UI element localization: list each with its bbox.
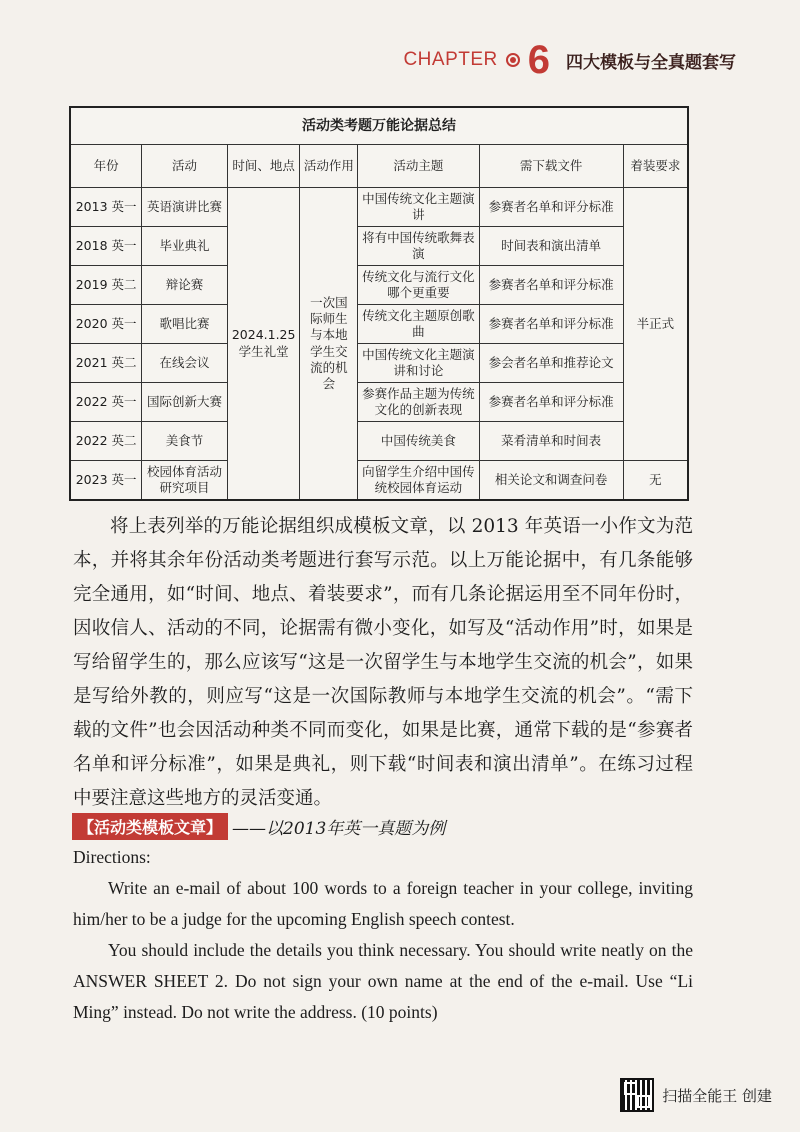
cell-dress-last: 无 (623, 461, 688, 501)
cell-theme: 中国传统文化主题演讲和讨论 (358, 344, 479, 383)
cell-dress: 半正式 (623, 188, 688, 461)
cell-year: 2019 英二 (70, 266, 142, 305)
table-row (70, 266, 688, 305)
chapter-header (403, 40, 736, 80)
directions-instructions: You should include the details you think necessary. You should write neatly on the ANSWER SHEET 2. Do not sign your own name at the end of the e-mail. Use “Li Ming” instead. Do not write the address. (10 points) (73, 940, 693, 1022)
cell-theme: 中国传统文化主题演讲 (358, 188, 479, 227)
cell-file: 参赛者名单和评分标准 (479, 188, 623, 227)
column-header: 活动 (142, 145, 228, 188)
cell-file: 参赛者名单和评分标准 (479, 383, 623, 422)
cell-theme: 将有中国传统歌舞表演 (358, 227, 479, 266)
cell-activity: 歌唱比赛 (142, 305, 228, 344)
cell-theme: 传统文化与流行文化哪个更重要 (358, 266, 479, 305)
column-header: 活动作用 (300, 145, 358, 188)
cell-file: 参赛者名单和评分标准 (479, 305, 623, 344)
cell-year: 2020 英一 (70, 305, 142, 344)
cell-year: 2021 英二 (70, 344, 142, 383)
column-header: 需下载文件 (479, 145, 623, 188)
scanner-label: 扫描全能王 创建 (662, 1086, 772, 1105)
cell-time-place: 2024.1.25 学生礼堂 (227, 188, 300, 501)
template-label (72, 813, 445, 840)
chapter-word: CHAPTER (403, 49, 498, 70)
template-subtitle: ——以2013年英一真题为例 (232, 819, 446, 839)
column-header: 时间、地点 (227, 145, 300, 188)
cell-file: 菜肴清单和时间表 (479, 422, 623, 461)
cell-year: 2022 英一 (70, 383, 142, 422)
scanner-watermark (620, 1078, 772, 1112)
cell-theme: 中国传统美食 (358, 422, 479, 461)
cell-year: 2023 英一 (70, 461, 142, 501)
cell-activity: 毕业典礼 (142, 227, 228, 266)
table-row (70, 422, 688, 461)
cell-file: 参赛者名单和评分标准 (479, 266, 623, 305)
cell-activity: 辩论赛 (142, 266, 228, 305)
column-header: 着装要求 (623, 145, 688, 188)
column-header: 活动主题 (358, 145, 479, 188)
cell-activity: 校园体育活动研究项目 (142, 461, 228, 501)
table-title: 活动类考题万能论据总结 (70, 107, 688, 145)
template-tag: 【活动类模板文章】 (72, 813, 228, 840)
qr-code-icon (620, 1078, 654, 1112)
directions-label: Directions: (73, 847, 151, 867)
summary-table (69, 106, 689, 501)
cell-activity: 英语演讲比赛 (142, 188, 228, 227)
table-row (70, 227, 688, 266)
cell-activity: 美食节 (142, 422, 228, 461)
column-header: 年份 (70, 145, 142, 188)
cell-theme: 传统文化主题原创歌曲 (358, 305, 479, 344)
cell-activity: 在线会议 (142, 344, 228, 383)
table-row (70, 344, 688, 383)
table-row (70, 383, 688, 422)
cell-year: 2013 英一 (70, 188, 142, 227)
cell-theme: 参赛作品主题为传统文化的创新表现 (358, 383, 479, 422)
chapter-number: 6 (527, 38, 550, 82)
cell-year: 2018 英一 (70, 227, 142, 266)
cell-role: 一次国际师生与本地学生交流的机会 (300, 188, 358, 501)
body-paragraph: 将上表列举的万能论据组织成模板文章，以 2013 年英语一小作文为范本，并将其余年份活动类考题进行套写示范。以上万能论据中，有几条能够完全通用，如“时间、地点、着装要求”，而有几条论据运用至不同年份时，因收信人、活动的不同，论据需有微小变化，如写及“活动作用”时，如果是写给留学生的，那么应该写“这是一次留学生与本地学生交流的机会”，如果是写给外教的，则应写“这是一次国际教师与本地学生交流的机会”。“需下载的文件”也会因活动种类不同而变化，如果是比赛，通常下载的是“参赛者名单和评分标准”，如果是典礼，则下载“时间表和演出清单”。在练习过程中要注意这些地方的灵活变通。 (73, 516, 693, 809)
cell-file: 参会者名单和推荐论文 (479, 344, 623, 383)
cell-year: 2022 英二 (70, 422, 142, 461)
chapter-dot-icon (506, 53, 520, 67)
directions-task: Write an e-mail of about 100 words to a foreign teacher in your college, inviting him/her to be a judge for the upcoming English speech contest. (73, 878, 693, 929)
chapter-title: 四大模板与全真题套写 (566, 52, 736, 72)
cell-file: 时间表和演出清单 (479, 227, 623, 266)
cell-activity: 国际创新大赛 (142, 383, 228, 422)
table-row (70, 305, 688, 344)
cell-file: 相关论文和调查问卷 (479, 461, 623, 501)
cell-theme: 向留学生介绍中国传统校园体育运动 (358, 461, 479, 501)
table-row (70, 188, 688, 227)
table-row (70, 461, 688, 501)
